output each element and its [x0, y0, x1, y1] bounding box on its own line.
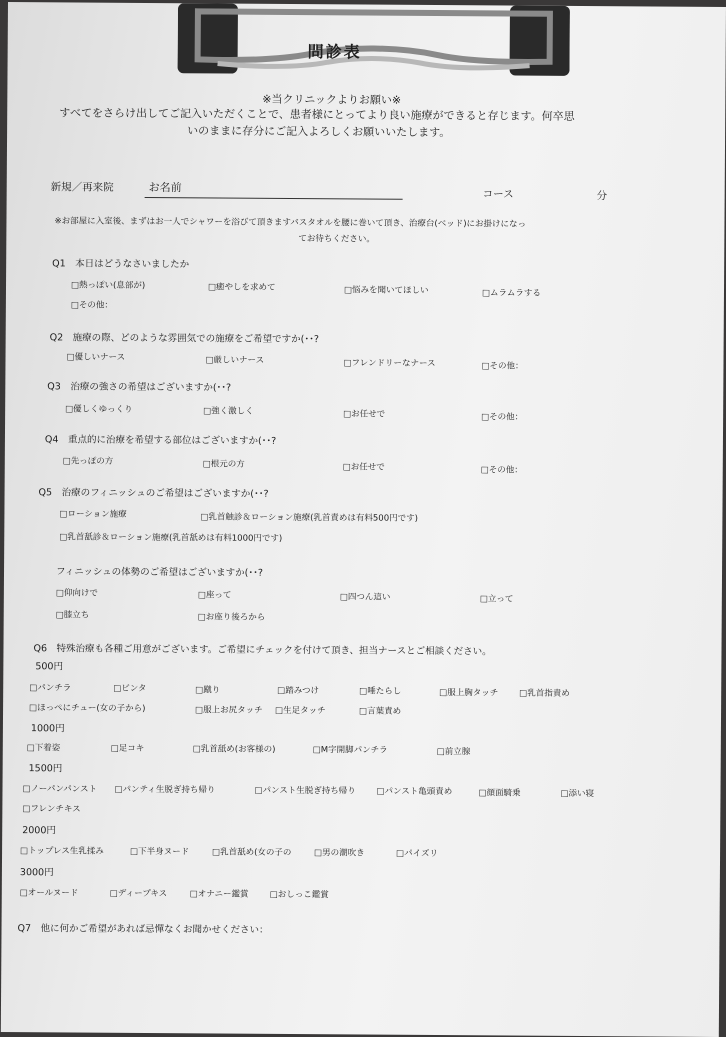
q6-option-1000-1[interactable]: □下着姿 [26, 743, 61, 754]
q5b-option-all-fours[interactable]: □四つん這い [339, 592, 391, 603]
q1-option-aroused[interactable]: □ムラムラする [481, 288, 541, 299]
q5b-option-on-back[interactable]: □仰向けで [55, 588, 98, 599]
minutes-label: 分 [596, 190, 608, 203]
q6-option-1500-2[interactable]: □パンティ生脱ぎ持ち帰り [114, 784, 216, 796]
q6-option-500-3[interactable]: □蹴り [195, 685, 221, 696]
q6-option-3000-2[interactable]: □ディープキス [109, 888, 168, 900]
q6-option-2000-2[interactable]: □下半身ヌード [130, 846, 190, 858]
q1-option-healing[interactable]: □癒やしを求めて [207, 282, 276, 293]
q5-option-nipple-lick-lotion[interactable]: □乳首舐診＆ローション施療(乳首舐めは有料1000円です) [59, 532, 283, 544]
q6-option-500-7[interactable]: □乳首指責め [519, 688, 570, 699]
q5b-question: フィニッシュの体勢のご希望はございますか(･･? [55, 566, 263, 579]
q6-option-1000-3[interactable]: □乳首舐め(お客様の) [192, 744, 276, 755]
q5-option-nipple-touch-lotion[interactable]: □乳首触診＆ローション施療(乳首責めは有料500円です) [200, 512, 418, 524]
questionnaire-sheet [1, 2, 726, 1037]
q1-option-listen[interactable]: □悩みを聞いてほしい [343, 285, 429, 296]
q7-question: Q7 他に何かご希望があれば忌憚なくお聞かせください： [17, 923, 269, 936]
q6-option-500-2[interactable]: □ビンタ [113, 683, 147, 694]
notice: ※当クリニックよりお願い※ [262, 92, 402, 107]
q6-option-2000-4[interactable]: □男の潮吹き [314, 848, 365, 859]
q5-question: Q5 治療のフィニッシュのご希望はございますか(･･? [38, 487, 269, 500]
q6-option-1500-7[interactable]: □フレンチキス [22, 804, 81, 815]
q6-option-500-8[interactable]: □ほっぺにチュー(女の子から) [29, 703, 146, 714]
intro-line-1: すべてをさらけ出してご記入いただくことで、患者様にとってより良い施療ができると存じます。何卒思 [59, 106, 575, 123]
q6-option-500-1[interactable]: □パンチラ [29, 683, 72, 694]
q4-option-base[interactable]: □根元の方 [202, 459, 245, 470]
q6-option-1500-5[interactable]: □顔面騎乗 [478, 788, 521, 799]
q6-option-500-5[interactable]: □唾たらし [359, 686, 402, 697]
q6-question: Q6 特殊治療も各種ご用意がございます。ご希望にチェックを付けて頂き、担当ナースとご相談ください。 [33, 643, 492, 658]
q5b-option-sitting[interactable]: □座って [197, 590, 232, 601]
q3-question: Q3 治療の強さの希望はございますか(･･? [47, 381, 232, 394]
price-3000: 3000円 [19, 867, 54, 879]
q4-question: Q4 重点的に治療を希望する部位はございますか(･･? [44, 434, 277, 447]
q2-option-friendly-nurse[interactable]: □フレンドリーなナース [343, 358, 436, 369]
intro-line-2: いのままに存分にご記入よろしくお願いいたします。 [187, 124, 451, 140]
q6-option-500-6[interactable]: □服上胸タッチ [439, 688, 499, 699]
q6-option-1500-6[interactable]: □添い寝 [560, 788, 595, 800]
q4-option-tip[interactable]: □先っぽの方 [62, 456, 114, 467]
q2-question: Q2 施療の際、どのような雰囲気での施療をご希望ですか(･･? [49, 332, 319, 346]
q3-option-other[interactable]: □その他： [481, 412, 524, 423]
document-title: 問診表 [307, 42, 362, 62]
q6-option-3000-4[interactable]: □おしっこ鑑賞 [269, 889, 329, 901]
q3-option-gentle[interactable]: □優しくゆっくり [65, 404, 133, 415]
q6-option-1500-4[interactable]: □パンスト亀頭責め [376, 786, 453, 798]
q2-option-strict-nurse[interactable]: □厳しいナース [205, 355, 265, 366]
q6-option-2000-3[interactable]: □乳首舐め(女の子の [212, 847, 292, 858]
q6-option-2000-1[interactable]: □トップレス生乳揉み [20, 846, 104, 857]
q4-option-other[interactable]: □その他： [480, 465, 523, 476]
price-2000: 2000円 [22, 825, 56, 837]
q5b-option-standing[interactable]: □立って [479, 594, 514, 605]
q1-option-other[interactable]: □その他： [70, 300, 113, 311]
q3-option-leave-it[interactable]: □お任せで [343, 409, 386, 420]
q6-option-1500-1[interactable]: □ノーパンパンスト [22, 784, 98, 795]
q1-question: Q1 本日はどうなさいましたか [52, 258, 190, 271]
q2-option-other[interactable]: □その他： [481, 361, 524, 372]
q6-option-3000-1[interactable]: □オールヌード [19, 888, 79, 899]
shower-note-2: てお待ちください。 [298, 234, 375, 245]
price-1500: 1500円 [28, 763, 63, 775]
q4-option-leave-it[interactable]: □お任せで [342, 462, 385, 473]
q6-option-3000-3[interactable]: □オナニー鑑賞 [189, 889, 249, 900]
q6-option-500-11[interactable]: □言葉責め [359, 706, 402, 717]
q1-option-fever[interactable]: □熱っぽい(息部が) [70, 280, 146, 291]
q6-option-2000-5[interactable]: □パイズリ [396, 848, 439, 860]
q6-option-1000-5[interactable]: □前立腺 [436, 747, 471, 758]
q5b-option-kneeling[interactable]: □膝立ち [55, 610, 90, 621]
q5b-option-sitting-behind[interactable]: □お座り後ろから [197, 612, 266, 623]
name-label: お名前 [148, 180, 182, 195]
q6-option-500-10[interactable]: □生足タッチ [275, 705, 326, 717]
course-label: コース [482, 188, 514, 201]
price-500: 500円 [35, 661, 64, 673]
q3-option-strong[interactable]: □強く激しく [203, 406, 254, 417]
q6-option-500-4[interactable]: □踏みつけ [277, 685, 320, 697]
q5-option-lotion[interactable]: □ローション施療 [59, 509, 127, 520]
name-field-line[interactable] [145, 197, 403, 200]
price-1000: 1000円 [30, 723, 65, 735]
q6-option-1000-4[interactable]: □M字開脚パンチラ [312, 745, 388, 756]
q6-option-500-9[interactable]: □服上お尻タッチ [195, 705, 263, 716]
q2-option-gentle-nurse[interactable]: □優しいナース [66, 352, 126, 363]
q6-option-1000-2[interactable]: □足コキ [110, 743, 145, 754]
new-return-label: 新規／再来院 [50, 181, 114, 194]
shower-note-1: ※お部屋に入室後、まずはお一人でシャワーを浴びて頂きますバスタオルを腰に巻いて頂き、治療台(ベッド)にお掛けになっ [54, 216, 527, 230]
clipboard-clip [177, 3, 570, 84]
q6-option-1500-3[interactable]: □パンスト生脱ぎ持ち帰り [254, 785, 356, 797]
